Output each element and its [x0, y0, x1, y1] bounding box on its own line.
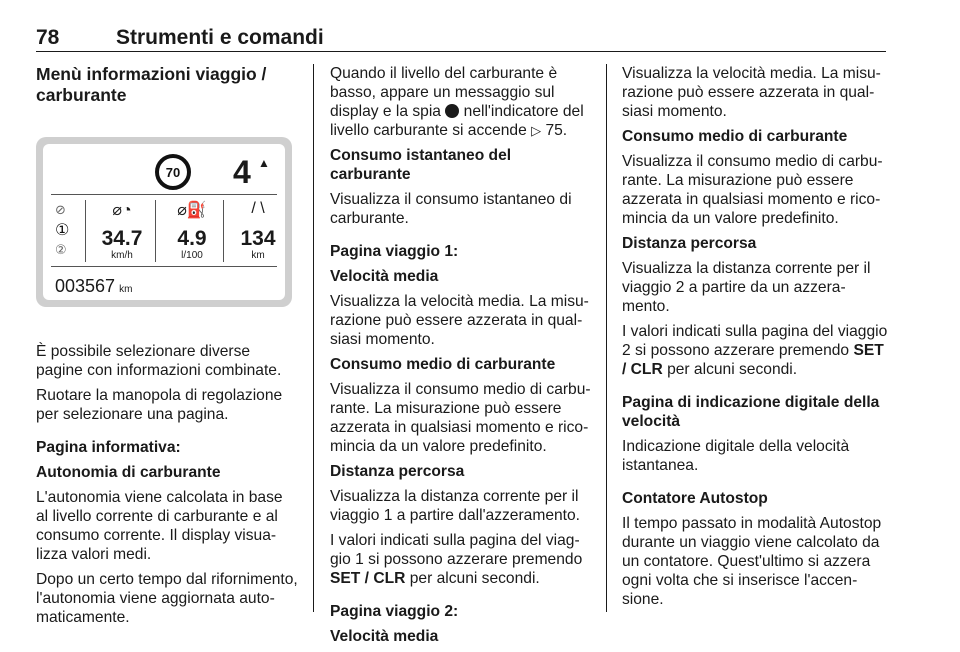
page-header: [36, 26, 886, 52]
odometer-unit: km: [119, 284, 133, 295]
trip-reset-icon: ⊘: [55, 202, 66, 217]
subheading: Distanza percorsa: [622, 235, 757, 252]
section-title: Menù informazioni viaggio / carburante: [36, 64, 267, 105]
display-divider: [51, 266, 277, 267]
paragraph: Dopo un certo tempo dal rifornimento, l'autonomia viene aggiornata automaticamente.: [36, 571, 298, 626]
fuel-pump-icon: ⌀⛽: [177, 202, 207, 219]
paragraph: Visualizza la distanza corrente per il viaggio 2 a partire da un azzeramento.: [622, 260, 871, 315]
paragraph: Ruotare la manopola di regolazione per selezionare una pagina.: [36, 387, 283, 423]
paragraph: Visualizza il consumo medio di carburante. La misurazione può essere azzerata in qualsiasi momento e ricomincia da un valore predefinito.: [330, 381, 591, 455]
avg-speed-value: 34.7: [101, 227, 143, 250]
subheading: Velocità media: [330, 268, 439, 285]
page-reference-icon: ▷: [531, 123, 542, 138]
paragraph: Il tempo passato in modalità Autostop durante un viaggio viene calcolato da un contatore. Quest'ultimo si azzera ogni volta che si inserisce l'accensione.: [622, 515, 882, 608]
paragraph: Indicazione digitale della velocità istantanea.: [622, 438, 850, 474]
avg-speed-cell: [93, 200, 151, 261]
display-divider: [51, 194, 277, 195]
paragraph: I valori indicati sulla pagina del viaggio 2 si possono azzerare premendo SET / CLR per alcuni secondi.: [622, 323, 888, 378]
distance-unit: km: [251, 250, 265, 261]
subheading: Pagina di indicazione digitale della velocità: [622, 394, 880, 430]
paragraph: Visualizza il consumo medio di carburante. La misurazione può essere azzerata in qualsiasi momento e ricomincia da un valore predefinito.: [622, 153, 883, 227]
speed-limit-value: 70: [165, 165, 181, 180]
subheading: Consumo medio di carburante: [622, 128, 848, 145]
subheading: Consumo istantaneo del carburante: [330, 147, 512, 183]
paragraph: Visualizza la distanza corrente per il viaggio 1 a partire dall'azzeramento.: [330, 488, 581, 524]
gear-indicator: 4: [233, 154, 251, 190]
avg-consumption-unit: l/100: [181, 250, 203, 261]
subheading: Distanza percorsa: [330, 463, 465, 480]
odometer: [55, 276, 132, 297]
warning-light-icon: [445, 104, 459, 118]
subheading: Velocità media: [330, 628, 439, 645]
paragraph: Visualizza il consumo istantaneo di carburante.: [330, 191, 572, 227]
distance-cell: [229, 200, 287, 261]
avg-consumption-value: 4.9: [177, 227, 207, 250]
speed-limit-sign-icon: [155, 154, 191, 190]
paragraph: L'autonomia viene calcolata in base al livello corrente di carburante e al consumo corrente. Il display visualizza valori medi.: [36, 489, 283, 563]
display-divider: [155, 200, 156, 262]
odometer-value: 003567: [55, 276, 116, 296]
speedometer-icon: ⌀◔: [112, 202, 132, 219]
page-title: Strumenti e comandi: [116, 26, 324, 49]
paragraph: Visualizza la velocità media. La misurazione può essere azzerata in qualsiasi momento.: [330, 293, 589, 348]
upshift-arrow-icon: ▲: [258, 156, 270, 170]
display-illustration: [36, 137, 292, 307]
page-number: 78: [36, 26, 60, 49]
display-screen: [43, 144, 285, 300]
column-divider: [606, 64, 607, 612]
column-3: [622, 64, 888, 615]
display-divider: [223, 200, 224, 262]
subheading: Autonomia di carburante: [36, 464, 221, 481]
header-divider: [36, 51, 886, 52]
display-divider: [85, 200, 86, 262]
subheading: Pagina viaggio 1:: [330, 243, 459, 260]
paragraph: Quando il livello del carburante è basso, appare un messaggio sul display e la spia nell'indicatore del livello carburante si accende ▷ 75.: [330, 65, 584, 139]
avg-consumption-cell: [163, 200, 221, 261]
paragraph: Visualizza la velocità media. La misurazione può essere azzerata in qualsiasi momento.: [622, 65, 881, 120]
paragraph: È possibile selezionare diverse pagine con informazioni combinate.: [36, 343, 282, 379]
column-2: [330, 64, 592, 652]
paragraph: I valori indicati sulla pagina del viaggio 1 si possono azzerare premendo SET / CLR per alcuni secondi.: [330, 532, 583, 587]
road-icon: / \: [251, 200, 265, 217]
distance-value: 134: [240, 227, 276, 250]
trip-2-icon: ②: [55, 242, 67, 257]
subheading: Pagina informativa:: [36, 439, 181, 456]
subheading: Pagina viaggio 2:: [330, 603, 459, 620]
column-1: [36, 64, 298, 112]
subheading: Contatore Autostop: [622, 490, 768, 507]
avg-speed-unit: km/h: [111, 250, 133, 261]
column-1-text: [36, 342, 298, 633]
column-divider: [313, 64, 314, 612]
trip-1-icon: ①: [55, 222, 70, 239]
subheading: Consumo medio di carburante: [330, 356, 556, 373]
